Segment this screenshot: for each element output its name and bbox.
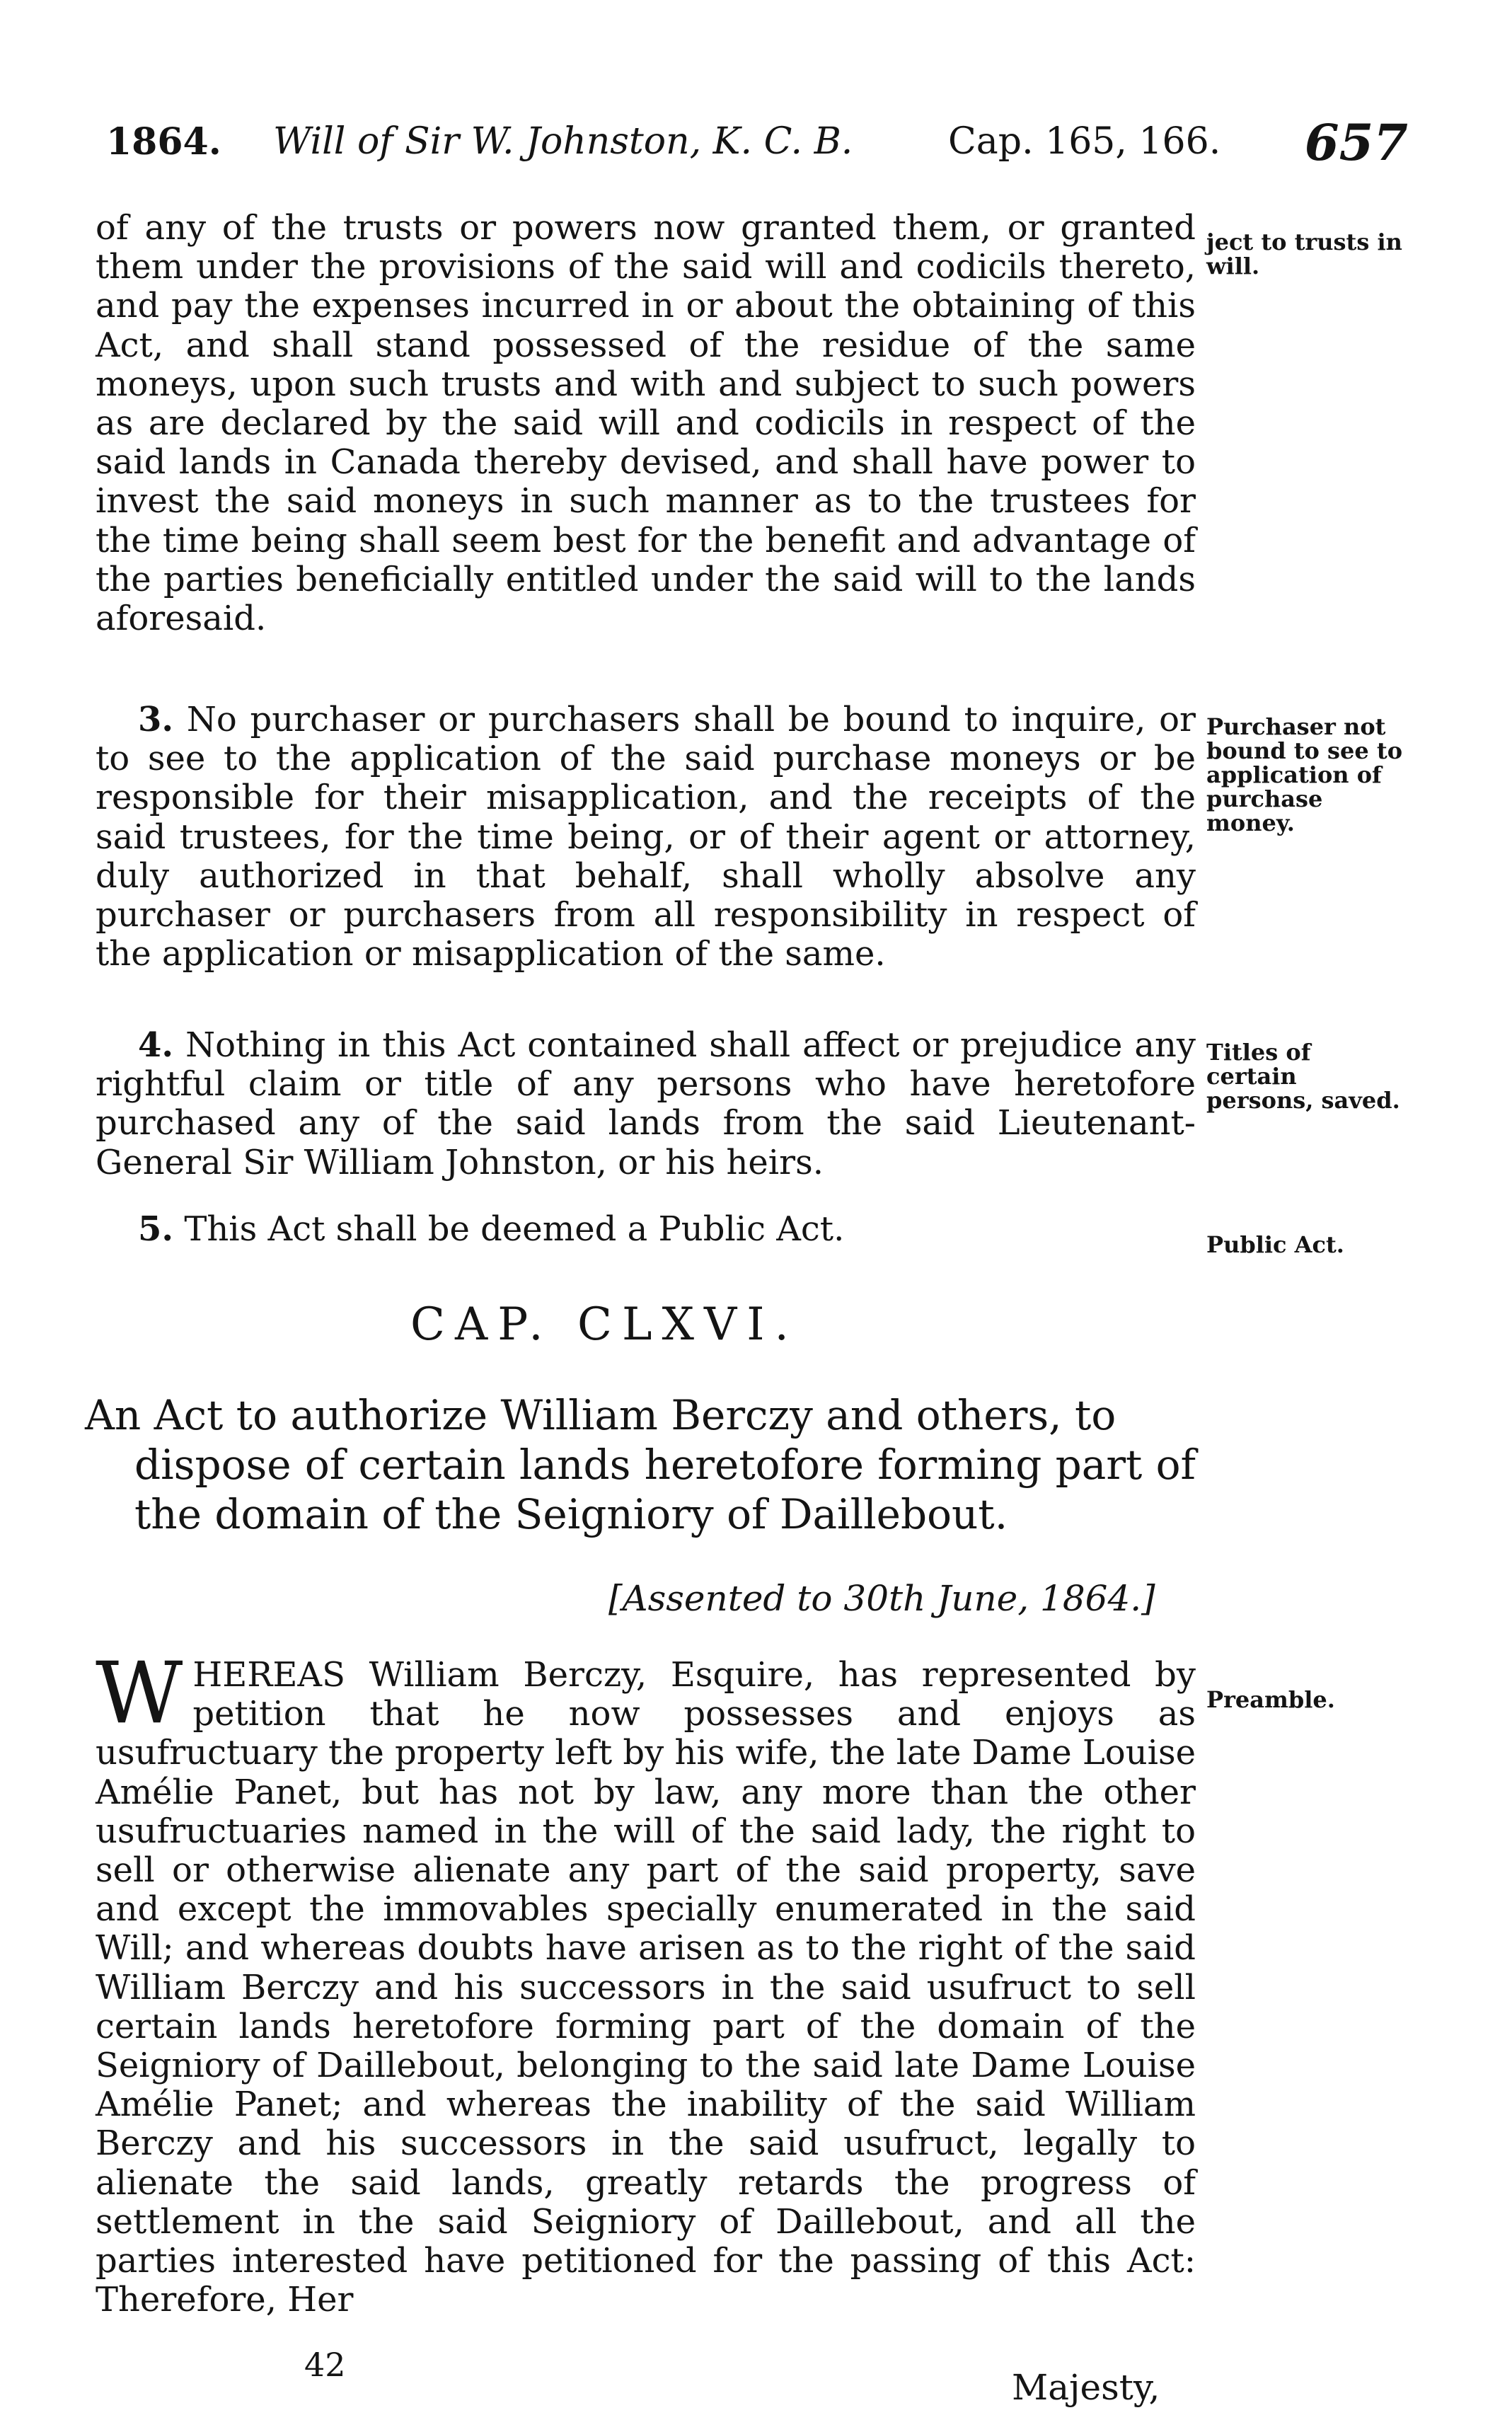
act-title xyxy=(85,1390,1196,1539)
margin-note-purchaser: Purchaser not bound to see to application of purchase money. xyxy=(1206,713,1403,836)
preamble-text: HEREAS William Berczy, Esquire, has represented by petition that he now possesses and enjoys as usufructuary the property left by his wife, the late Dame Louise Amélie Panet, but has not by law, any more than the other usufructuaries named in the will of the said lady, the right to sell or otherwise alienate any part of the said property, save and except the immovables specially enumerated in the said Will; and whereas doubts have arisen as to the right of the said William Berczy and his successors in the said usufruct to sell certain lands heretofore forming part of the domain of the Seigniory of Daillebout, belonging to the said late Dame Louise Amélie Panet; and whereas the inability of the said William Berczy and his successors in the said usufruct, legally to alienate the said lands, greatly retards the progress of settlement in the said Seigniory of Daillebout, and all the parties interested have petitioned for the passing of this Act: Therefore, Her xyxy=(96,1655,1196,2320)
running-header xyxy=(106,113,1408,177)
header-chapter: Cap. 165, 166. xyxy=(948,120,1221,163)
section-text: This Act shall be deemed a Public Act. xyxy=(184,1209,845,1249)
section-text: Nothing in this Act contained shall affect or prejudice any rightful claim or title of any persons who have heretofore purchased any of the said lands from the said Lieutenant-General Sir William Johnston, or his heirs. xyxy=(96,1025,1196,1182)
assent-date xyxy=(608,1578,1203,1619)
preamble-paragraph xyxy=(96,1644,1196,2320)
signature-mark: 42 xyxy=(304,2346,346,2384)
section-3 xyxy=(96,701,1196,974)
margin-note-trusts: ject to trusts in will. xyxy=(1206,229,1402,279)
catchword: Majesty, xyxy=(1012,2367,1160,2408)
chapter-heading: CAP. CLXVI. xyxy=(410,1298,799,1351)
section-text: No purchaser or purchasers shall be bound to inquire, or to see to the application of the said purchase moneys or be responsible for their misapplication, and the receipts of the said trustees, for the time being, or of their agent or attorney, duly authorized in that behalf, shall wholly absolve any purchaser or purchasers from all responsibility in respect of the application or misapplication of the same. xyxy=(96,700,1196,974)
continuation-paragraph: of any of the trusts or powers now granted them, or granted them under the provisions of the said will and codicils thereto, and pay the expenses incurred in or about the obtaining of this Act, and shall stand possessed of the residue of the same moneys, upon such trusts and with and subject to such powers as are declared by the said will and codicils in respect of the said lands in Canada thereby devised, and shall have power to invest the said moneys in such manner as to the trustees for the time being shall seem best for the benefit and advantage of the parties beneficially entitled under the said will to the lands aforesaid. xyxy=(96,208,1196,639)
section-4 xyxy=(96,1026,1196,1182)
section-5 xyxy=(96,1210,1196,1249)
header-year: 1864. xyxy=(106,120,221,163)
section-number: 5. xyxy=(138,1209,174,1249)
margin-note-public-act: Public Act. xyxy=(1206,1231,1344,1258)
header-title: Will of Sir W. Johnston, K. C. B. xyxy=(273,120,853,163)
act-title-continuation: dispose of certain lands heretofore forming part of the domain of the Seigniory of Daillebout. xyxy=(134,1441,1196,1538)
section-number: 4. xyxy=(138,1025,174,1065)
act-title-line1: An Act to authorize William Berczy and others, to xyxy=(85,1391,1116,1439)
section-number: 3. xyxy=(138,700,174,739)
margin-note-titles: Titles of certain persons, saved. xyxy=(1206,1039,1400,1114)
assent-text: [Assented to 30th June, 1864.] xyxy=(608,1578,1155,1619)
drop-cap: W xyxy=(96,1644,183,1743)
margin-note-preamble: Preamble. xyxy=(1206,1686,1335,1713)
page-number: 657 xyxy=(1304,113,1408,172)
